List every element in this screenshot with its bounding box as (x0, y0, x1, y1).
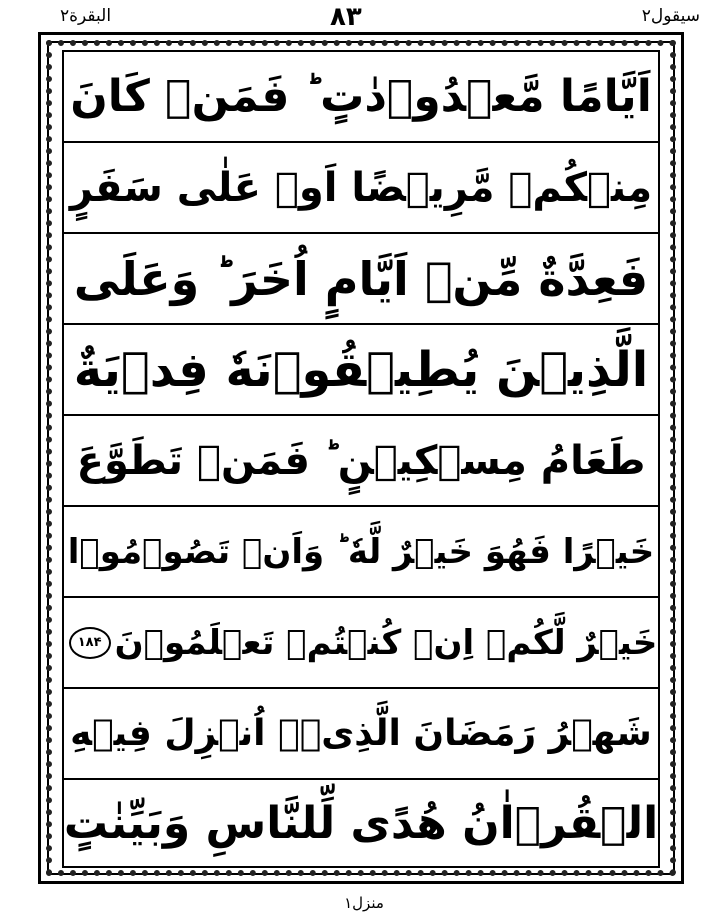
page-header (0, 4, 728, 30)
text-line-3: فَعِدَّةٌ مِّنۡ اَیَّامٍ اُخَرَ ؕ وَعَلَى (64, 234, 658, 325)
text-line-9: الۡقُرۡاٰنُ هُدًى لِّلنَّاسِ وَبَیِّنٰتٍ (63, 798, 659, 849)
text-line-5: طَعَامُ مِسۡكِیۡنٍ ؕ فَمَنۡ تَطَوَّعَ (64, 416, 658, 507)
ayah-number-marker: ۱۸۴ (69, 627, 111, 659)
text-line-6: خَیۡرًا فَهُوَ خَیۡرٌ لَّهٗ ؕ وَاَنۡ تَصُوۡمُوۡا (64, 507, 658, 598)
surah-name: البقرة۲ (60, 6, 112, 26)
text-line-7: خَیۡرٌ لَّكُمۡ اِنۡ كُنۡتُمۡ تَعۡلَمُوۡنَ ۱۸۴ (64, 598, 658, 689)
manzil-footer: منزل۱ (344, 894, 384, 912)
text-line-1: اَیَّامًا مَّعۡدُوۡدٰتٍ ؕ فَمَنۡ كَانَ (64, 52, 658, 143)
text-line-4: الَّذِیۡنَ یُطِیۡقُوۡنَهٗ فِدۡیَةٌ (64, 325, 658, 416)
text-line-2: مِنۡكُمۡ مَّرِیۡضًا اَوۡ عَلٰى سَفَرٍ (64, 143, 658, 234)
para-name: سیقول۲ (641, 6, 700, 26)
quran-text-box (62, 50, 660, 868)
text-line-8: شَهۡرُ رَمَضَانَ الَّذِیۡۤ اُنۡزِلَ فِیۡهِ (64, 689, 658, 780)
page-number: ۸۳ (330, 2, 362, 32)
